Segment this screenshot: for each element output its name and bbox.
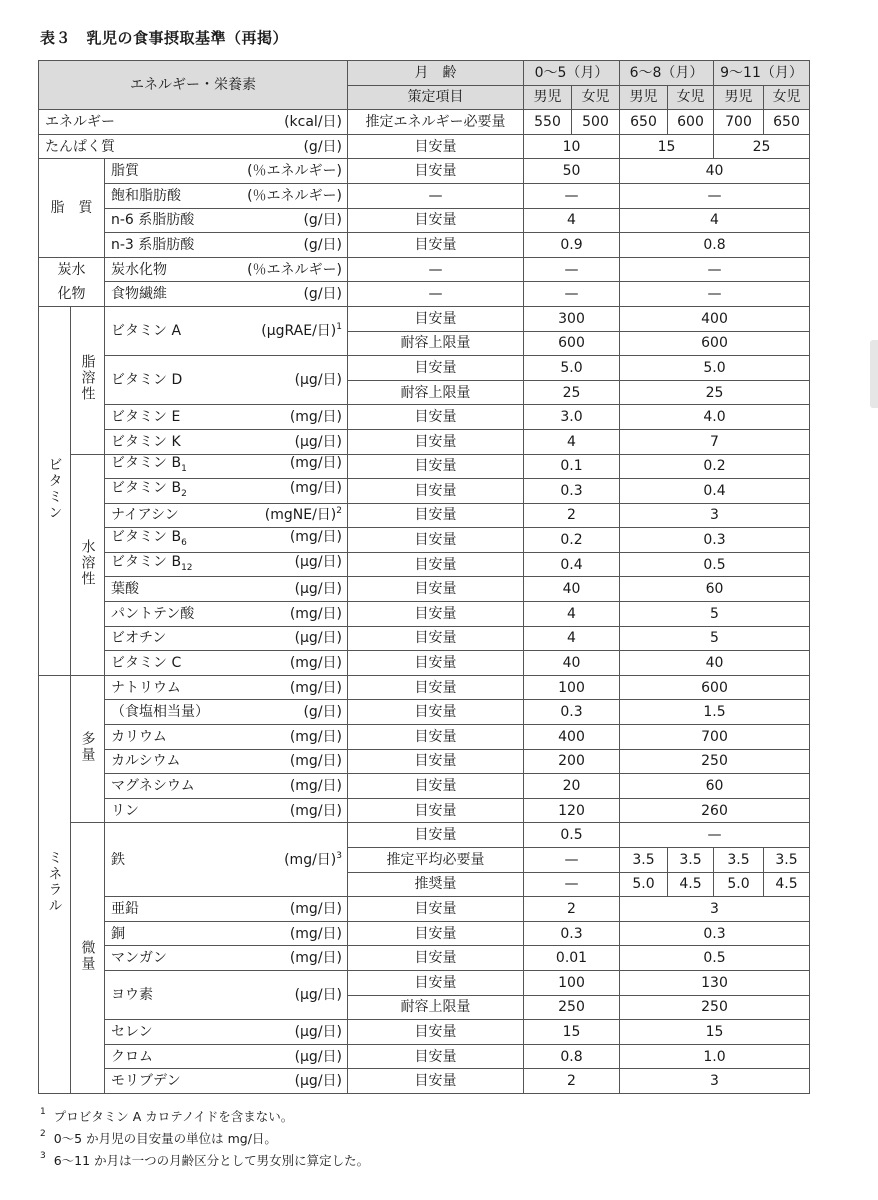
item-calcium: 目安量 — [348, 749, 524, 774]
nutrient-unit: (μgRAE/日)$^1$ — [261, 322, 342, 340]
item-vitB12: 目安量 — [348, 552, 524, 577]
nutrient-name: ビタミン K — [111, 433, 181, 450]
nutrient-name: カリウム — [111, 728, 167, 745]
group-water-soluble: 水溶性 — [71, 454, 105, 675]
table-row — [39, 675, 810, 700]
header-item: 策定項目 — [348, 85, 524, 110]
item-magnesium: 目安量 — [348, 774, 524, 799]
item-fat: 目安量 — [348, 159, 524, 184]
nutrient-name: エネルギー — [45, 113, 115, 130]
item-iron: 推定平均必要量 — [348, 848, 524, 873]
nutrient-vitB12 — [105, 552, 348, 577]
nutrient-sfa — [105, 183, 348, 208]
value-6-11: — — [620, 823, 810, 848]
value-0-5: 20 — [524, 774, 620, 799]
item-chromium: 目安量 — [348, 1044, 524, 1069]
table-row — [39, 503, 810, 528]
item-potassium: 目安量 — [348, 725, 524, 750]
header-sex: 女児 — [668, 85, 714, 110]
footnote-2: $^2$ 0〜5 か月児の目安量の単位は mg/日。 — [40, 1129, 277, 1146]
nutrient-unit: (％エネルギー) — [247, 187, 342, 204]
nutrient-name: 亜鉛 — [111, 900, 139, 917]
table-row — [39, 306, 810, 331]
item-vitK: 目安量 — [348, 429, 524, 454]
value-0-5: 0.3 — [524, 700, 620, 725]
value-0-5: 40 — [524, 577, 620, 602]
value-iron-rda: 5.0 — [714, 872, 764, 897]
nutrient-unit: (g/日) — [303, 138, 342, 155]
value-6-11: 5 — [620, 602, 810, 627]
value-6-11: 7 — [620, 429, 810, 454]
value-6-11: 0.5 — [620, 552, 810, 577]
nutrient-name: ビタミン A — [111, 323, 182, 340]
energy-name — [39, 110, 348, 135]
value-0-5: 0.3 — [524, 921, 620, 946]
table-row — [39, 183, 810, 208]
nutrient-fiber — [105, 282, 348, 307]
value-6-11: 260 — [620, 798, 810, 823]
value-0-5: 25 — [524, 380, 620, 405]
table-row — [39, 823, 810, 848]
header-nutrient: エネルギー・栄養素 — [39, 61, 348, 110]
nutrient-name: ビオチン — [111, 630, 167, 647]
value-6-11: 60 — [620, 577, 810, 602]
group-carb: 炭水 化物 — [39, 257, 105, 306]
nutrient-n6 — [105, 208, 348, 233]
value-iron-ear: 3.5 — [714, 848, 764, 873]
table-row — [39, 528, 810, 553]
value-0-5: 0.2 — [524, 528, 620, 553]
value-0-5: 0.01 — [524, 946, 620, 971]
nutrient-unit: (mg/日) — [289, 728, 342, 745]
table-row — [39, 356, 810, 381]
nutrient-fat — [105, 159, 348, 184]
value-0-5: 4 — [524, 208, 620, 233]
nutrient-name: ナイアシン — [111, 507, 179, 524]
value-0-5: 4 — [524, 429, 620, 454]
nutrient-unit: (μg/日) — [294, 987, 342, 1004]
item-vitB6: 目安量 — [348, 528, 524, 553]
nutrient-name: 銅 — [111, 925, 125, 942]
value-0-5: 0.9 — [524, 233, 620, 258]
item-n6: 目安量 — [348, 208, 524, 233]
value-6-11: — — [620, 282, 810, 307]
protein-value: 25 — [714, 134, 810, 159]
item-selenium: 目安量 — [348, 1020, 524, 1045]
table-row — [39, 700, 810, 725]
nutrient-vitB2 — [105, 479, 348, 504]
nutrient-name: モリブデン — [111, 1073, 181, 1090]
protein-name — [39, 134, 348, 159]
value-6-11: 4 — [620, 208, 810, 233]
group-vitamin: ビタミン — [39, 306, 71, 675]
nutrient-name: マグネシウム — [111, 778, 195, 795]
table-row — [39, 1020, 810, 1045]
header-sex: 男児 — [524, 85, 572, 110]
item-vitE: 目安量 — [348, 405, 524, 430]
nutrient-name: ビタミン C — [111, 655, 182, 672]
nutrient-name: ビタミン $B_6$ — [111, 529, 187, 548]
footnote-3: $^3$ 6〜11 か月は一つの月齢区分として男女別に算定した。 — [40, 1151, 370, 1168]
item-niacin: 目安量 — [348, 503, 524, 528]
nutrient-unit: (mg/日) — [289, 455, 342, 472]
value-iron-ear: 3.5 — [620, 848, 668, 873]
scroll-handle[interactable] — [870, 340, 878, 408]
nutrient-unit: (kcal/日) — [284, 113, 342, 130]
energy-value: 650 — [620, 110, 668, 135]
nutrient-name: 炭水化物 — [111, 261, 167, 278]
nutrient-niacin — [105, 503, 348, 528]
value-0-5: — — [524, 872, 620, 897]
nutrient-name: 食物繊維 — [111, 286, 167, 303]
nutrient-potassium — [105, 725, 348, 750]
table-row — [39, 208, 810, 233]
nutrient-unit: (mgNE/日)$^2$ — [264, 506, 342, 524]
value-6-11: 5.0 — [620, 356, 810, 381]
value-0-5: 0.8 — [524, 1044, 620, 1069]
nutrient-name: 葉酸 — [111, 581, 139, 598]
nutrient-sodium — [105, 675, 348, 700]
item-folate: 目安量 — [348, 577, 524, 602]
nutrient-unit: (μg/日) — [294, 581, 342, 598]
header-sex: 男児 — [714, 85, 764, 110]
table-row — [39, 749, 810, 774]
table-row — [39, 110, 810, 135]
nutrient-biotin — [105, 626, 348, 651]
group-mineral: ミネラル — [39, 675, 71, 1093]
header-age: 月 齢 — [348, 61, 524, 86]
nutrient-name: リン — [111, 802, 139, 819]
group-macro: 多量 — [71, 675, 105, 823]
value-6-11: 3 — [620, 503, 810, 528]
nutrient-iron — [105, 823, 348, 897]
nutrient-pantothenic — [105, 602, 348, 627]
nutrient-name: 脂質 — [111, 163, 139, 180]
value-0-5: 3.0 — [524, 405, 620, 430]
value-0-5: 0.1 — [524, 454, 620, 479]
header-sex: 女児 — [572, 85, 620, 110]
nutrient-name: ヨウ素 — [111, 987, 153, 1004]
nutrient-zinc — [105, 897, 348, 922]
value-6-11: — — [620, 183, 810, 208]
nutrient-unit: (μg/日) — [294, 1073, 342, 1090]
value-6-11: 60 — [620, 774, 810, 799]
nutrient-name: たんぱく質 — [45, 138, 115, 155]
value-0-5: 2 — [524, 897, 620, 922]
nutrient-unit: (mg/日) — [289, 900, 342, 917]
nutrient-vitD — [105, 356, 348, 405]
nutrient-unit: (mg/日) — [289, 529, 342, 546]
energy-value: 600 — [668, 110, 714, 135]
energy-value: 550 — [524, 110, 572, 135]
table-row — [39, 454, 810, 479]
nutrient-selenium — [105, 1020, 348, 1045]
item-iodine: 目安量 — [348, 970, 524, 995]
value-6-11: 600 — [620, 331, 810, 356]
item-phosphorus: 目安量 — [348, 798, 524, 823]
value-6-11: 15 — [620, 1020, 810, 1045]
header-sex: 男児 — [620, 85, 668, 110]
nutrient-name: パントテン酸 — [111, 605, 195, 622]
nutrient-copper — [105, 921, 348, 946]
energy-value: 500 — [572, 110, 620, 135]
energy-item: 推定エネルギー必要量 — [348, 110, 524, 135]
value-6-11: 400 — [620, 306, 810, 331]
value-0-5: 250 — [524, 995, 620, 1020]
group-fat-soluble: 脂溶性 — [71, 306, 105, 454]
header-age-9-11: 9〜11（月） — [714, 61, 810, 86]
value-0-5: 100 — [524, 675, 620, 700]
nutrient-iodine — [105, 970, 348, 1019]
value-0-5: — — [524, 848, 620, 873]
table-row — [39, 946, 810, 971]
table-row — [39, 282, 810, 307]
item-biotin: 目安量 — [348, 626, 524, 651]
nutrient-unit: (μg/日) — [294, 553, 342, 570]
energy-value: 650 — [764, 110, 810, 135]
value-6-11: 0.4 — [620, 479, 810, 504]
nutrient-name: ビタミン $B_1$ — [111, 455, 187, 475]
nutrient-unit: (μg/日) — [294, 433, 342, 450]
value-0-5: 50 — [524, 159, 620, 184]
nutrient-vitB1 — [105, 454, 348, 479]
nutrient-unit: (μg/日) — [294, 630, 342, 647]
value-6-11: 40 — [620, 159, 810, 184]
value-0-5: 4 — [524, 602, 620, 627]
table-row — [39, 602, 810, 627]
item-vitB1: 目安量 — [348, 454, 524, 479]
item-vitA: 耐容上限量 — [348, 331, 524, 356]
nutrient-molybdenum — [105, 1069, 348, 1094]
nutrient-unit: (mg/日) — [289, 753, 342, 770]
table-row — [39, 61, 810, 86]
intake-standards-table — [38, 60, 810, 1094]
table-row — [39, 257, 810, 282]
value-iron-rda: 4.5 — [668, 872, 714, 897]
item-fiber: — — [348, 282, 524, 307]
nutrient-calcium — [105, 749, 348, 774]
nutrient-name: ビタミン $B_{12}$ — [111, 553, 193, 573]
value-6-11: — — [620, 257, 810, 282]
nutrient-vitB6 — [105, 528, 348, 553]
header-age-6-8: 6〜8（月） — [620, 61, 714, 86]
value-6-11: 0.2 — [620, 454, 810, 479]
nutrient-unit: (mg/日) — [289, 409, 342, 426]
value-6-11: 4.0 — [620, 405, 810, 430]
nutrient-unit: (g/日) — [303, 212, 342, 229]
item-copper: 目安量 — [348, 921, 524, 946]
nutrient-name: カルシウム — [111, 753, 181, 770]
nutrient-carb — [105, 257, 348, 282]
value-6-11: 130 — [620, 970, 810, 995]
nutrient-name: 飽和脂肪酸 — [111, 187, 181, 204]
item-salt: 目安量 — [348, 700, 524, 725]
value-iron-rda: 5.0 — [620, 872, 668, 897]
nutrient-unit: (g/日) — [303, 704, 342, 721]
nutrient-unit: (mg/日)$^3$ — [284, 850, 342, 868]
value-0-5: 40 — [524, 651, 620, 676]
item-molybdenum: 目安量 — [348, 1069, 524, 1094]
value-0-5: 200 — [524, 749, 620, 774]
energy-value: 700 — [714, 110, 764, 135]
value-0-5: — — [524, 183, 620, 208]
value-0-5: 4 — [524, 626, 620, 651]
value-6-11: 1.0 — [620, 1044, 810, 1069]
nutrient-vitC — [105, 651, 348, 676]
value-iron-rda: 4.5 — [764, 872, 810, 897]
value-6-11: 700 — [620, 725, 810, 750]
nutrient-name: n-6 系脂肪酸 — [111, 212, 195, 229]
item-iron: 目安量 — [348, 823, 524, 848]
nutrient-name: 鉄 — [111, 851, 125, 868]
value-6-11: 600 — [620, 675, 810, 700]
nutrient-folate — [105, 577, 348, 602]
nutrient-salt — [105, 700, 348, 725]
value-6-11: 0.3 — [620, 921, 810, 946]
table-title: 表３ 乳児の食事摂取基準（再掲） — [40, 29, 289, 47]
nutrient-unit: (mg/日) — [289, 802, 342, 819]
table-row — [39, 159, 810, 184]
value-6-11: 0.3 — [620, 528, 810, 553]
value-6-11: 0.8 — [620, 233, 810, 258]
value-0-5: 300 — [524, 306, 620, 331]
nutrient-unit: (mg/日) — [289, 655, 342, 672]
nutrient-phosphorus — [105, 798, 348, 823]
value-0-5: 0.3 — [524, 479, 620, 504]
nutrient-name: ナトリウム — [111, 679, 181, 696]
nutrient-unit: (％エネルギー) — [247, 261, 342, 278]
nutrient-magnesium — [105, 774, 348, 799]
table-row — [39, 233, 810, 258]
value-0-5: — — [524, 282, 620, 307]
nutrient-unit: (mg/日) — [289, 479, 342, 496]
value-iron-ear: 3.5 — [668, 848, 714, 873]
value-6-11: 250 — [620, 749, 810, 774]
value-iron-ear: 3.5 — [764, 848, 810, 873]
item-iron: 推奨量 — [348, 872, 524, 897]
nutrient-unit: (μg/日) — [294, 1023, 342, 1040]
nutrient-n3 — [105, 233, 348, 258]
protein-value: 15 — [620, 134, 714, 159]
value-0-5: 2 — [524, 1069, 620, 1094]
table-row — [39, 626, 810, 651]
value-0-5: 2 — [524, 503, 620, 528]
item-vitD: 耐容上限量 — [348, 380, 524, 405]
value-0-5: 100 — [524, 970, 620, 995]
table-row — [39, 1069, 810, 1094]
table-row — [39, 921, 810, 946]
table-row — [39, 405, 810, 430]
table-row — [39, 479, 810, 504]
table-row — [39, 1044, 810, 1069]
item-zinc: 目安量 — [348, 897, 524, 922]
value-6-11: 1.5 — [620, 700, 810, 725]
protein-item: 目安量 — [348, 134, 524, 159]
nutrient-name: ビタミン E — [111, 409, 181, 426]
item-sfa: — — [348, 183, 524, 208]
table-row — [39, 774, 810, 799]
item-vitC: 目安量 — [348, 651, 524, 676]
value-0-5: 15 — [524, 1020, 620, 1045]
table-row — [39, 577, 810, 602]
nutrient-unit: (μg/日) — [294, 372, 342, 389]
group-trace: 微量 — [71, 823, 105, 1094]
nutrient-unit: (mg/日) — [289, 925, 342, 942]
item-n3: 目安量 — [348, 233, 524, 258]
value-6-11: 250 — [620, 995, 810, 1020]
table-row — [39, 970, 810, 995]
value-0-5: — — [524, 257, 620, 282]
nutrient-name: （食塩相当量） — [111, 704, 209, 721]
nutrient-unit: (％エネルギー) — [247, 163, 342, 180]
item-vitA: 目安量 — [348, 306, 524, 331]
value-0-5: 400 — [524, 725, 620, 750]
nutrient-name: クロム — [111, 1048, 153, 1065]
value-0-5: 120 — [524, 798, 620, 823]
nutrient-unit: (mg/日) — [289, 605, 342, 622]
table-row — [39, 134, 810, 159]
table-row — [39, 651, 810, 676]
header-sex: 女児 — [764, 85, 810, 110]
nutrient-name: マンガン — [111, 950, 167, 967]
nutrient-unit: (mg/日) — [289, 778, 342, 795]
nutrient-vitA — [105, 306, 348, 355]
protein-value: 10 — [524, 134, 620, 159]
value-0-5: 0.5 — [524, 823, 620, 848]
nutrient-unit: (μg/日) — [294, 1048, 342, 1065]
value-6-11: 3 — [620, 1069, 810, 1094]
nutrient-vitE — [105, 405, 348, 430]
value-6-11: 0.5 — [620, 946, 810, 971]
value-0-5: 5.0 — [524, 356, 620, 381]
table-row — [39, 798, 810, 823]
nutrient-unit: (mg/日) — [289, 679, 342, 696]
item-pantothenic: 目安量 — [348, 602, 524, 627]
table-row — [39, 725, 810, 750]
nutrient-unit: (g/日) — [303, 286, 342, 303]
group-lipid: 脂 質 — [39, 159, 105, 257]
nutrient-manganese — [105, 946, 348, 971]
nutrient-unit: (g/日) — [303, 236, 342, 253]
nutrient-name: セレン — [111, 1023, 153, 1040]
table-row — [39, 429, 810, 454]
item-manganese: 目安量 — [348, 946, 524, 971]
nutrient-name: n-3 系脂肪酸 — [111, 236, 195, 253]
nutrient-unit: (mg/日) — [289, 950, 342, 967]
value-6-11: 5 — [620, 626, 810, 651]
footnote-1: $^1$ プロビタミン A カロテノイドを含まない。 — [40, 1107, 294, 1124]
value-6-11: 40 — [620, 651, 810, 676]
nutrient-name: ビタミン D — [111, 372, 183, 389]
item-vitB2: 目安量 — [348, 479, 524, 504]
nutrient-name: ビタミン $B_2$ — [111, 479, 187, 499]
value-0-5: 600 — [524, 331, 620, 356]
header-age-0-5: 0〜5（月） — [524, 61, 620, 86]
table-row — [39, 552, 810, 577]
nutrient-chromium — [105, 1044, 348, 1069]
item-carb: — — [348, 257, 524, 282]
nutrient-vitK — [105, 429, 348, 454]
value-0-5: 0.4 — [524, 552, 620, 577]
item-iodine: 耐容上限量 — [348, 995, 524, 1020]
value-6-11: 25 — [620, 380, 810, 405]
value-6-11: 3 — [620, 897, 810, 922]
item-vitD: 目安量 — [348, 356, 524, 381]
table-row — [39, 897, 810, 922]
item-sodium: 目安量 — [348, 675, 524, 700]
